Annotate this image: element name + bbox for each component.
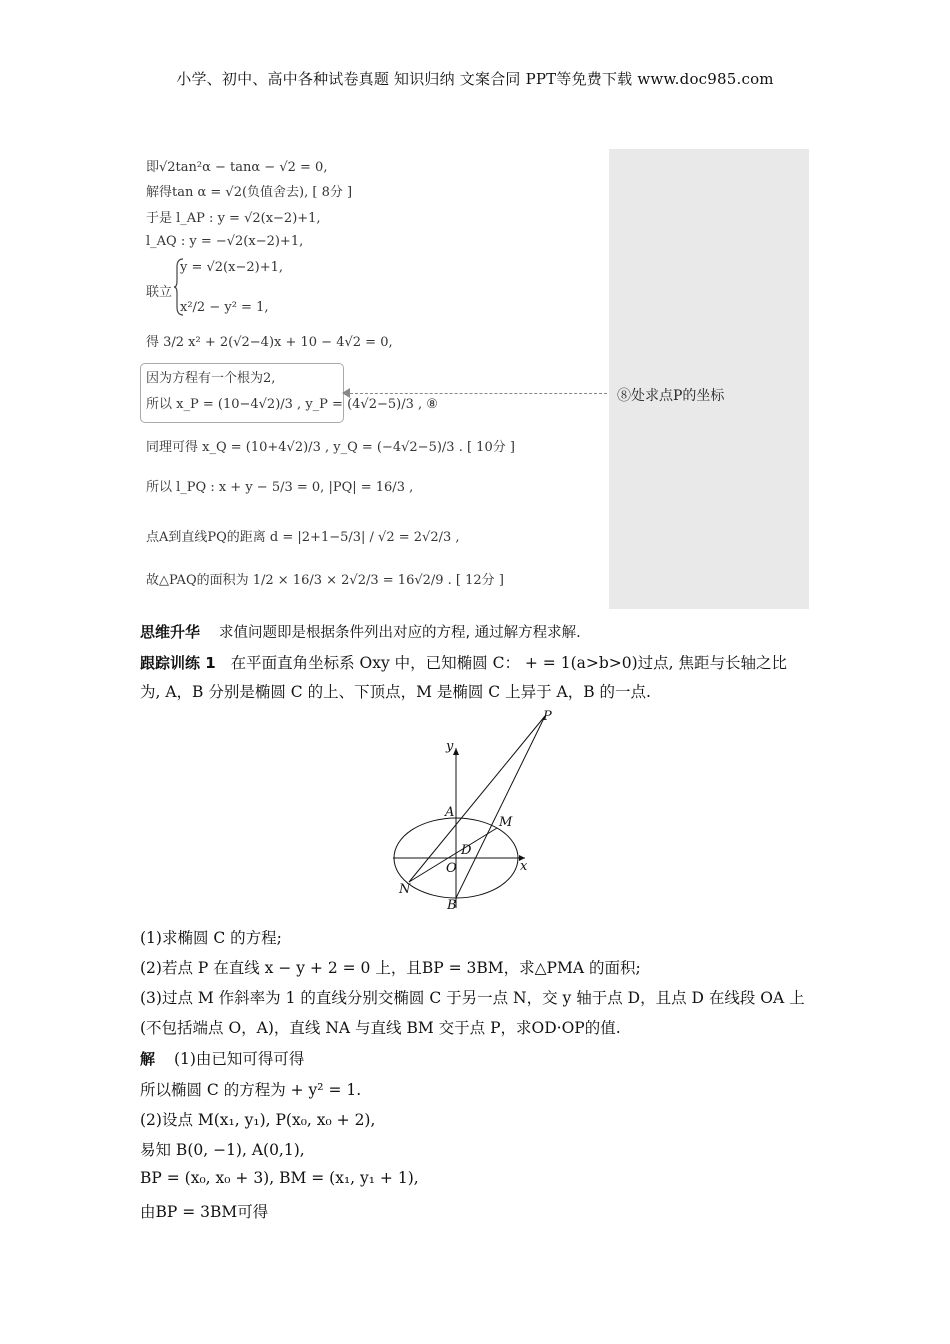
y-arrow-icon bbox=[453, 748, 459, 755]
think-text: 求值问题即是根据条件列出对应的方程, 通过解方程求解. bbox=[218, 625, 581, 641]
answer-label: 解 bbox=[140, 1050, 156, 1068]
label-d: D bbox=[461, 843, 472, 858]
think-paragraph bbox=[140, 621, 581, 642]
side-note: ⑧处求点P的坐标 bbox=[617, 388, 725, 404]
label-x: x bbox=[520, 859, 528, 874]
solution-line: 联立 bbox=[146, 285, 173, 300]
page-header: 小学、初中、高中各种试卷真题 知识归纳 文案合同 PPT等免费下载 www.doc985.com bbox=[176, 70, 774, 88]
solution-line: 解得tan α = √2(负值舍去), [ 8分 ] bbox=[146, 185, 353, 200]
label-p: P bbox=[543, 709, 552, 724]
solution-line: 即√2tan²α − tanα − √2 = 0, bbox=[146, 160, 328, 175]
answer-line-3: (2)设点 M(x₁, y₁), P(x₀, x₀ + 2), bbox=[140, 1111, 376, 1129]
answer-line-5: BP = (x₀, x₀ + 3), BM = (x₁, y₁ + 1), bbox=[140, 1169, 419, 1187]
pointer-line bbox=[345, 393, 607, 394]
line-pn bbox=[409, 716, 545, 882]
exercise-line-2: 为, A，B 分别是椭圆 C 的上、下顶点，M 是椭圆 C 上异于 A，B 的一点. bbox=[140, 683, 651, 701]
solution-line: 同理可得 x_Q = (10+4√2)/3 , y_Q = (−4√2−5)/3 . [ 10分 ] bbox=[146, 440, 515, 455]
question-1: (1)求椭圆 C 的方程; bbox=[140, 929, 282, 947]
label-a: A bbox=[445, 805, 455, 820]
answer-text: (1)由已知可得可得 bbox=[173, 1050, 305, 1068]
highlight-box bbox=[140, 363, 344, 423]
line-pb bbox=[456, 716, 545, 898]
solution-line: 于是 l_AP : y = √2(x−2)+1, bbox=[146, 211, 321, 226]
answer-line-2: 所以椭圆 C 的方程为 + y² = 1. bbox=[140, 1081, 362, 1099]
solution-line: 故△PAQ的面积为 1/2 × 16/3 × 2√2/3 = 16√2/9 . [ 12分 ] bbox=[146, 573, 504, 588]
solution-line: 所以 l_PQ : x + y − 5/3 = 0, |PQ| = 16/3 , bbox=[146, 480, 414, 495]
label-n: N bbox=[399, 882, 411, 897]
exercise-text: 在平面直角坐标系 Oxy 中，已知椭圆 C： + = 1(a>b>0)过点, 焦距与长轴之比 bbox=[230, 654, 788, 672]
solution-line: l_AQ : y = −√2(x−2)+1, bbox=[146, 234, 304, 249]
ellipse-figure bbox=[385, 708, 575, 913]
question-3-cont: (不包括端点 O，A)，直线 NA 与直线 BM 交于点 P，求OD·OP的值. bbox=[140, 1019, 621, 1037]
label-m: M bbox=[499, 815, 513, 830]
label-y: y bbox=[446, 739, 454, 754]
exercise-line-1 bbox=[140, 651, 787, 673]
answer-line-6: 由BP = 3BM可得 bbox=[140, 1203, 269, 1221]
solution-line: y = √2(x−2)+1, bbox=[180, 260, 283, 275]
label-b: B bbox=[447, 898, 457, 913]
solution-line: 因为方程有一个根为2, bbox=[146, 371, 276, 386]
solution-line: x²/2 − y² = 1, bbox=[180, 300, 269, 315]
system-brace bbox=[173, 257, 185, 317]
question-3: (3)过点 M 作斜率为 1 的直线分别交椭圆 C 于另一点 N，交 y 轴于点 D，且点 D 在线段 OA 上 bbox=[140, 989, 805, 1007]
solution-line: 点A到直线PQ的距离 d = |2+1−5/3| / √2 = 2√2/3 , bbox=[146, 530, 460, 545]
question-2: (2)若点 P 在直线 x − y + 2 = 0 上，且BP = 3BM，求△PMA 的面积; bbox=[140, 959, 641, 977]
think-label: 思维升华 bbox=[140, 623, 201, 641]
answer-line-4: 易知 B(0, −1), A(0,1), bbox=[140, 1141, 305, 1159]
solution-line: 所以 x_P = (10−4√2)/3 , y_P = (4√2−5)/3 , ⑧ bbox=[146, 397, 438, 412]
annotation-panel bbox=[609, 149, 809, 609]
solution-line: 得 3/2 x² + 2(√2−4)x + 10 − 4√2 = 0, bbox=[146, 335, 393, 350]
answer-line-1 bbox=[140, 1047, 304, 1069]
exercise-label: 跟踪训练 1 bbox=[140, 654, 216, 672]
label-o: O bbox=[446, 861, 457, 876]
